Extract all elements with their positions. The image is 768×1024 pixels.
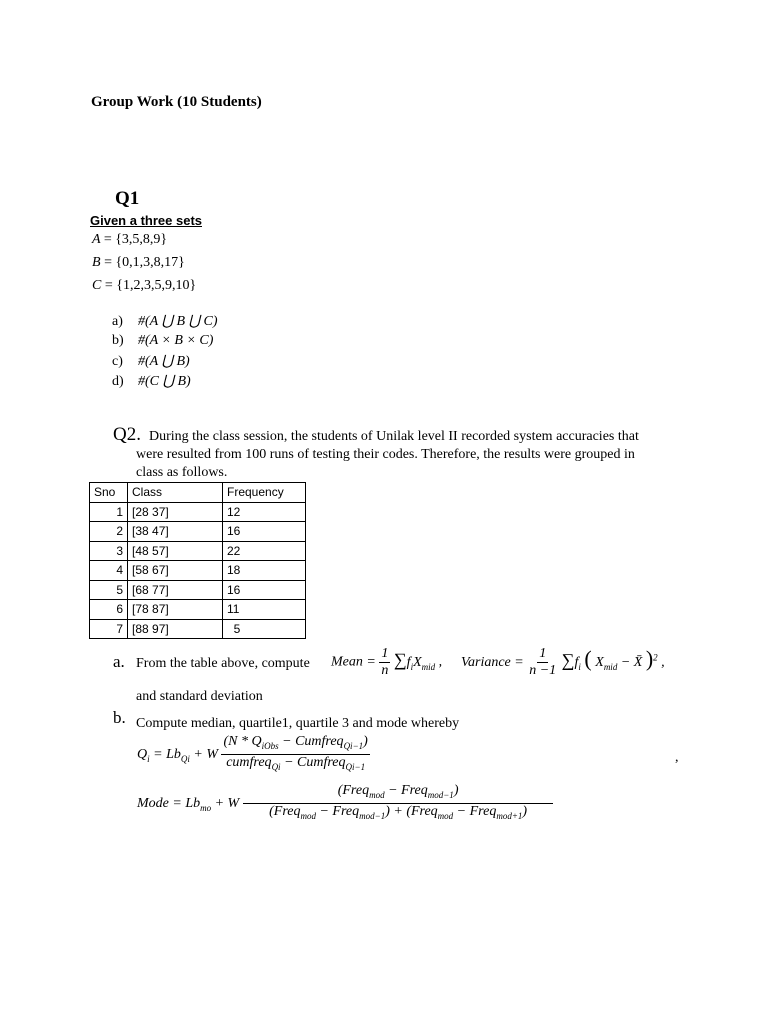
table-row: [90, 600, 306, 620]
variance-formula: Variance = $\frac{1}{n -1}$ $\sum f_i$ ( $X_{mid}$ − X̄ )$^2$ ,: [461, 646, 665, 679]
set-elements: = {3,5,8,9}: [103, 232, 168, 247]
part-a-text: From the table above, compute: [136, 656, 310, 671]
question-1-label: Q1: [115, 188, 140, 209]
set-elements: = {1,2,3,5,9,10}: [104, 278, 197, 293]
cell-sno: 5: [90, 580, 128, 600]
set-name: C: [92, 278, 102, 293]
page-title: Group Work (10 Students): [91, 94, 262, 110]
cell-sno: 7: [90, 619, 128, 639]
column-header-sno: Sno: [90, 483, 128, 503]
table-row: [90, 522, 306, 542]
frequency-table: [89, 482, 306, 639]
variance-lhs: Variance =: [461, 655, 524, 670]
cell-frequency: 16: [223, 580, 306, 600]
option-c: [112, 353, 190, 370]
cell-sno: 3: [90, 541, 128, 561]
cell-class: [68 77]: [128, 580, 223, 600]
cell-sno: 1: [90, 502, 128, 522]
set-b: [92, 255, 185, 271]
option-label: c): [112, 354, 123, 369]
option-label: b): [112, 333, 124, 348]
table-row: [90, 619, 306, 639]
option-a: [112, 313, 217, 330]
table-row: [90, 541, 306, 561]
question-2-label: Q2.: [113, 424, 141, 445]
option-expression: #(A ⋃ B ⋃ C): [138, 314, 218, 329]
question-2-text-line-2: were resulted from 100 runs of testing their codes. Therefore, the results were grouped in: [136, 447, 635, 462]
question-2-text-line-1: During the class session, the students of Unilak level II recorded system accuracies that: [149, 429, 639, 444]
set-name: A: [92, 232, 101, 247]
part-a-label: a.: [113, 652, 125, 671]
option-label: d): [112, 374, 124, 389]
cell-frequency: 11: [223, 600, 306, 620]
cell-frequency: 16: [223, 522, 306, 542]
option-b: [112, 333, 213, 349]
cell-frequency: 18: [223, 561, 306, 581]
set-name: B: [92, 255, 101, 270]
cell-frequency: 5: [223, 619, 306, 639]
quartile-formula: $Q_i = Lb_{Qi} + W$ $\frac{(N * Q_{iObs} - Cumfreq_{Qi-1})}{cumfreq_{Qi} - Cumfreq_{Qi-1}}$: [137, 734, 368, 772]
set-elements: = {0,1,3,8,17}: [104, 255, 185, 270]
cell-frequency: 22: [223, 541, 306, 561]
cell-class: [58 67]: [128, 561, 223, 581]
cell-class: [78 87]: [128, 600, 223, 620]
cell-sno: 2: [90, 522, 128, 542]
cell-class: [38 47]: [128, 522, 223, 542]
cell-sno: 6: [90, 600, 128, 620]
cell-class: [48 57]: [128, 541, 223, 561]
question-2-text-line-3: class as follows.: [136, 465, 228, 480]
option-expression: #(C ⋃ B): [138, 374, 191, 389]
cell-class: [28 37]: [128, 502, 223, 522]
option-expression: #(A ⋃ B): [138, 354, 190, 369]
column-header-class: Class: [128, 483, 223, 503]
cell-frequency: 12: [223, 502, 306, 522]
table-row: [90, 502, 306, 522]
table-row: [90, 580, 306, 600]
set-a: [92, 232, 167, 248]
column-header-frequency: Frequency: [223, 483, 306, 503]
part-b-text: Compute median, quartile1, quartile 3 and mode whereby: [136, 716, 460, 731]
set-c: [92, 278, 196, 294]
mean-formula: Mean = $\frac{1}{n}$ $\sum f_iX_{mid}$ ,: [331, 646, 443, 678]
part-b-label: b.: [113, 708, 126, 727]
cell-sno: 4: [90, 561, 128, 581]
formula-separator: ,: [675, 750, 679, 765]
part-a-tail: and standard deviation: [136, 689, 263, 704]
mean-lhs: Mean =: [331, 654, 376, 670]
cell-class: [88 97]: [128, 619, 223, 639]
option-label: a): [112, 314, 123, 329]
table-header-row: [90, 483, 306, 503]
option-expression: #(A × B × C): [138, 333, 214, 348]
table-row: [90, 561, 306, 581]
option-d: [112, 373, 191, 390]
mode-formula: Mode = $Lb_{mo} + W$ $\frac{(Freq_{mod} - Freq_{mod-1})}{(Freq_{mod} - Freq_{mod-1}) + (Freq_{mod} - Freq_{mod+1})}$: [137, 783, 553, 824]
question-1-intro: Given a three sets: [90, 213, 202, 228]
